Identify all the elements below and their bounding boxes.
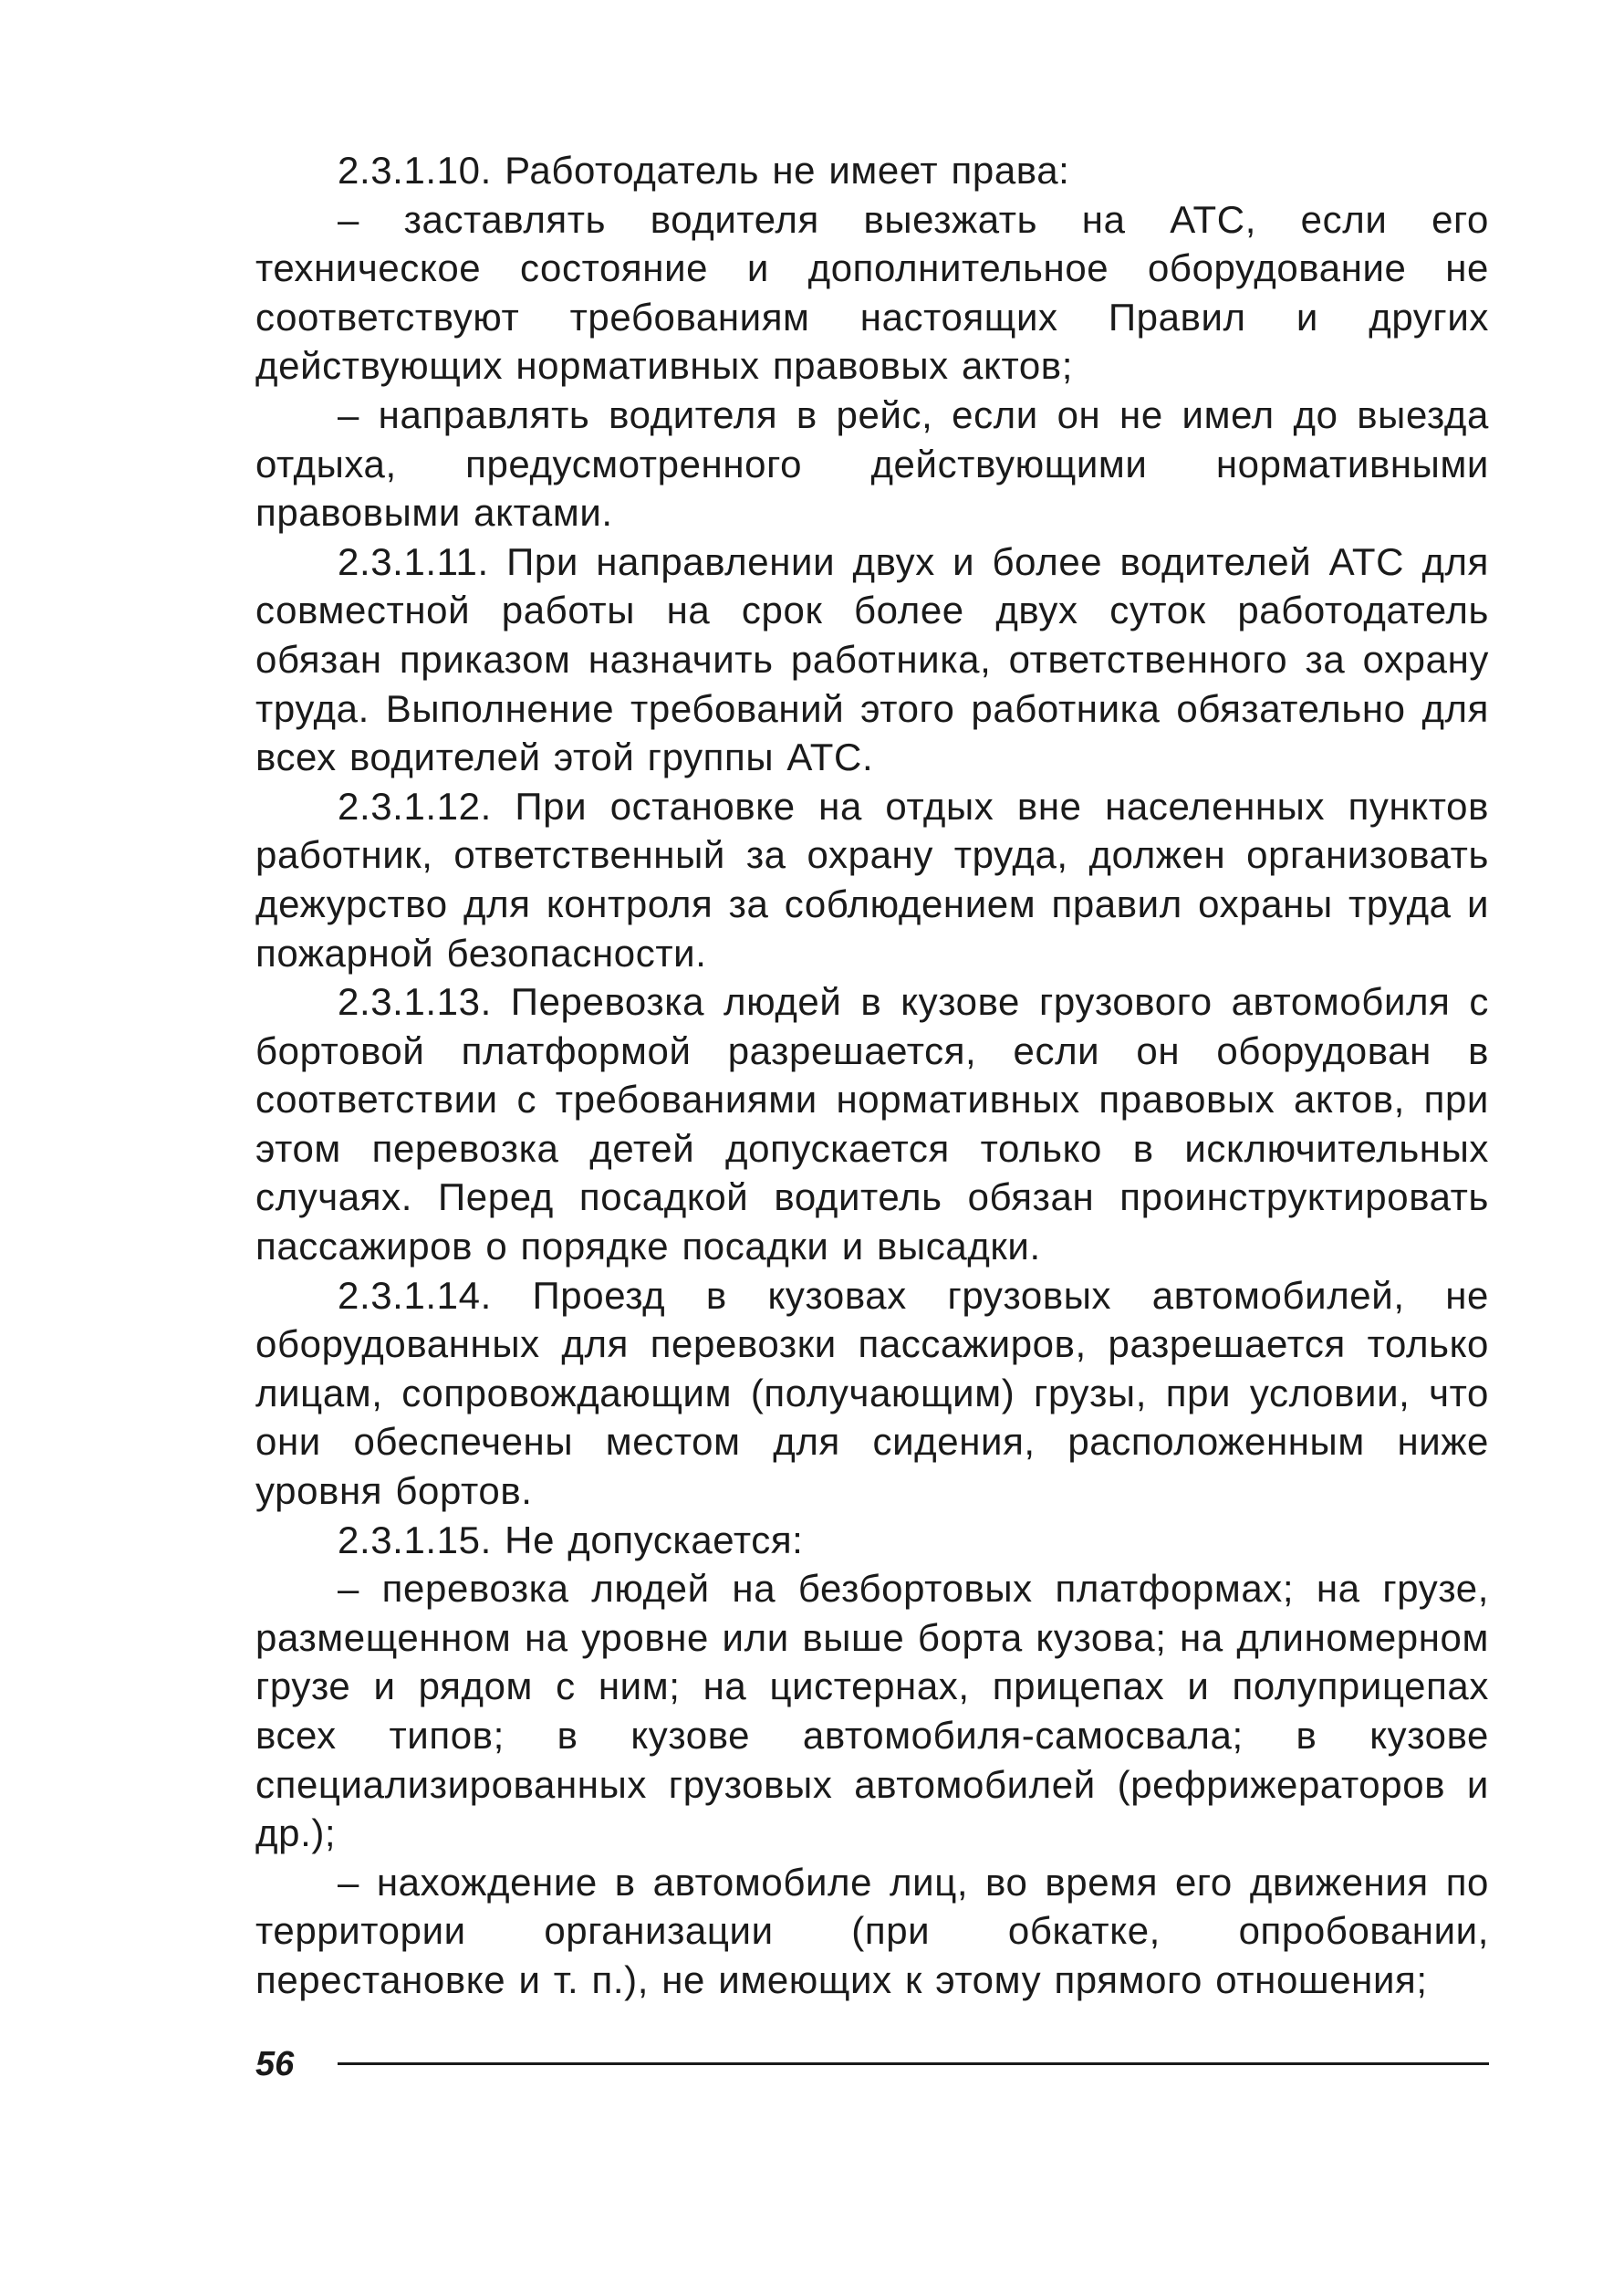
paragraph-2-3-1-15: 2.3.1.15. Не допускается:: [338, 1518, 804, 1561]
paragraph-2-3-1-14: 2.3.1.14. Проезд в кузовах грузовых автомобилей, не оборудованных для перевозки пассажиров, разрешается только лицам, сопровождающим (получающим) грузы, при условии, что они обеспечены местом для сидения, расположенным ниже уровня бортов.: [255, 1273, 1489, 1513]
list-item-vehicle-condition: – заставлять водителя выезжать на АТС, если его техническое состояние и дополнительное оборудование не соответствуют требованиям настоящих Правил и других действующих нормативных правовых актов;: [255, 197, 1489, 388]
paragraph-2-3-1-10: 2.3.1.10. Работодатель не имеет права:: [338, 149, 1070, 192]
page-footer: [255, 2037, 1489, 2092]
paragraph-2-3-1-13: 2.3.1.13. Перевозка людей в кузове грузового автомобиля с бортовой платформой разрешается, если он оборудован в соответствии с требованиями нормативных правовых актов, при этом перевозка детей допускается только в исключительных случаях. Перед посадкой водитель обязан проинструктировать пассажиров о порядке посадки и высадки.: [255, 980, 1489, 1268]
paragraph-2-3-1-11: 2.3.1.11. При направлении двух и более водителей АТС для совместной работы на срок более двух суток работодатель обязан приказом назначить работника, ответственного за охрану труда. Выполнение требований этого работника обязательно для всех водителей этой группы АТС.: [255, 539, 1489, 779]
list-item-persons-in-vehicle: – нахождение в автомобиле лиц, во время его движения по территории организации (при обкатке, опробовании, перестановке и т. п.), не имеющих к этому прямого отношения;: [255, 1860, 1489, 2001]
footer-divider: [338, 2062, 1489, 2065]
body-text: [255, 146, 1489, 2005]
list-item-rest-requirement: – направлять водителя в рейс, если он не имел до выезда отдыха, предусмотренного действующими нормативными правовыми актами.: [255, 392, 1489, 535]
page-number: 56: [255, 2045, 295, 2083]
paragraph-2-3-1-12: 2.3.1.12. При остановке на отдых вне населенных пунктов работник, ответственный за охрану труда, должен организовать дежурство для контроля за соблюдением правил охраны труда и пожарной безопасности.: [255, 784, 1489, 975]
list-item-transport-prohibited: – перевозка людей на безбортовых платформах; на грузе, размещенном на уровне или выше борта кузова; на длиномерном грузе и рядом с ним; на цистернах, прицепах и полуприцепах всех типов; в кузове автомобиля-самосвала; в кузове специализированных грузовых автомобилей (рефрижераторов и др.);: [255, 1567, 1489, 1855]
